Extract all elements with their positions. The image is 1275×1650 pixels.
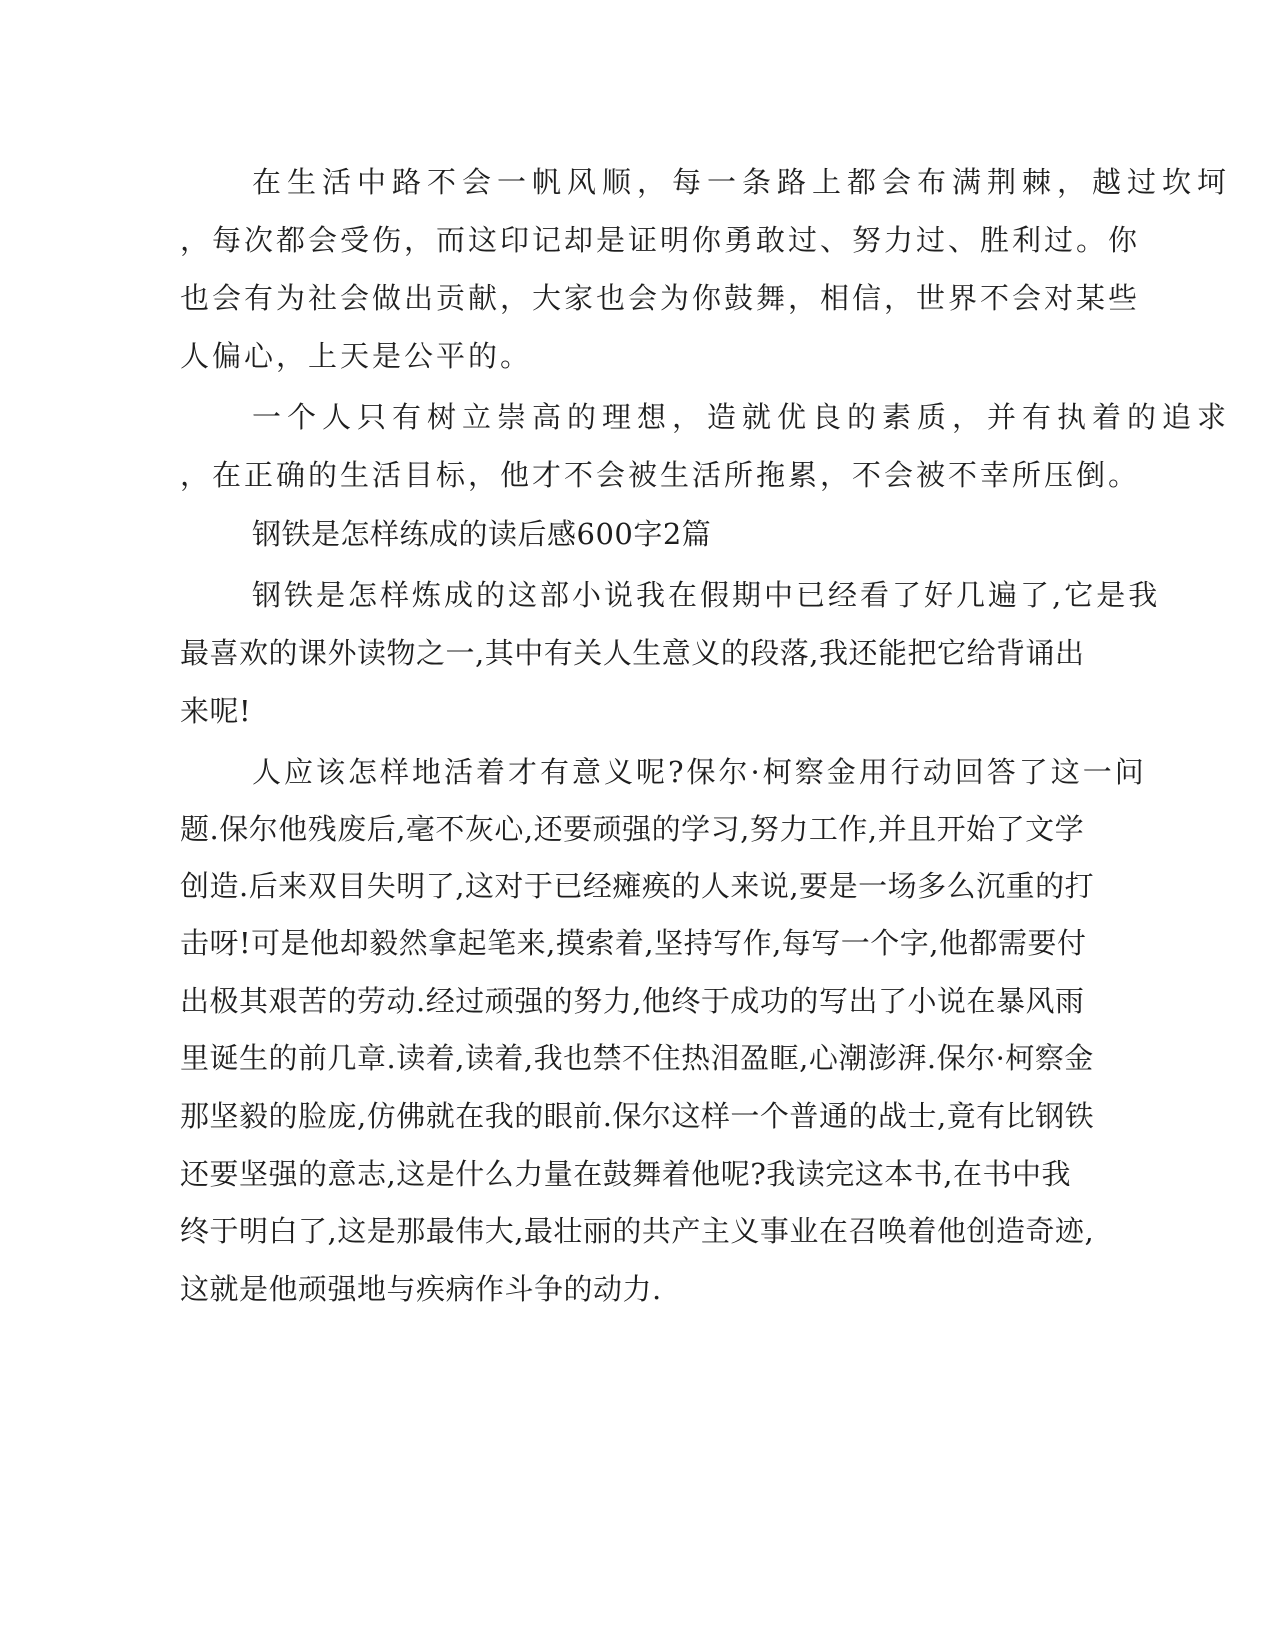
text-line: 出极其艰苦的劳动.经过顽强的努力,他终于成功的写出了小说在暴风雨 (180, 984, 1085, 1018)
text-line: 击呀!可是他却毅然拿起笔来,摸索着,坚持写作,每写一个字,他都需要付 (180, 926, 1087, 960)
text-line: 题.保尔他残废后,毫不灰心,还要顽强的学习,努力工作,并且开始了文学 (180, 812, 1085, 846)
section-heading: 钢铁是怎样练成的读后感600字2篇 (252, 517, 712, 551)
text-line: 创造.后来双目失明了,这对于已经瘫痪的人来说,要是一场多么沉重的打 (180, 869, 1095, 903)
text-line: 这就是他顽强地与疾病作斗争的动力. (180, 1272, 662, 1306)
text-line: ，在正确的生活目标，他才不会被生活所拖累，不会被不幸所压倒。 (180, 458, 1141, 492)
text-line: 钢铁是怎样炼成的这部小说我在假期中已经看了好几遍了,它是我 (252, 578, 1161, 612)
text-line: 最喜欢的课外读物之一,其中有关人生意义的段落,我还能把它给背诵出 (180, 636, 1085, 670)
text-line: 一个人只有树立崇高的理想，造就优良的素质，并有执着的追求 (252, 400, 1233, 434)
text-line: ，每次都会受伤，而这印记却是证明你勇敢过、努力过、胜利过。你 (180, 223, 1141, 257)
text-line: 人偏心，上天是公平的。 (180, 339, 533, 373)
text-line: 来呢! (180, 694, 252, 728)
text-line: 在生活中路不会一帆风顺，每一条路上都会布满荆棘，越过坎坷 (252, 165, 1233, 199)
text-line: 也会有为社会做出贡献，大家也会为你鼓舞，相信，世界不会对某些 (180, 281, 1141, 315)
text-line: 里诞生的前几章.读着,读着,我也禁不住热泪盈眶,心潮澎湃.保尔·柯察金 (180, 1041, 1094, 1075)
text-line: 那坚毅的脸庞,仿佛就在我的眼前.保尔这样一个普通的战士,竟有比钢铁 (180, 1099, 1095, 1133)
text-line: 人应该怎样地活着才有意义呢?保尔·柯察金用行动回答了这一问 (252, 755, 1147, 789)
text-line: 还要坚强的意志,这是什么力量在鼓舞着他呢?我读完这本书,在书中我 (180, 1157, 1071, 1191)
text-line: 终于明白了,这是那最伟大,最壮丽的共产主义事业在召唤着他创造奇迹, (180, 1214, 1095, 1248)
